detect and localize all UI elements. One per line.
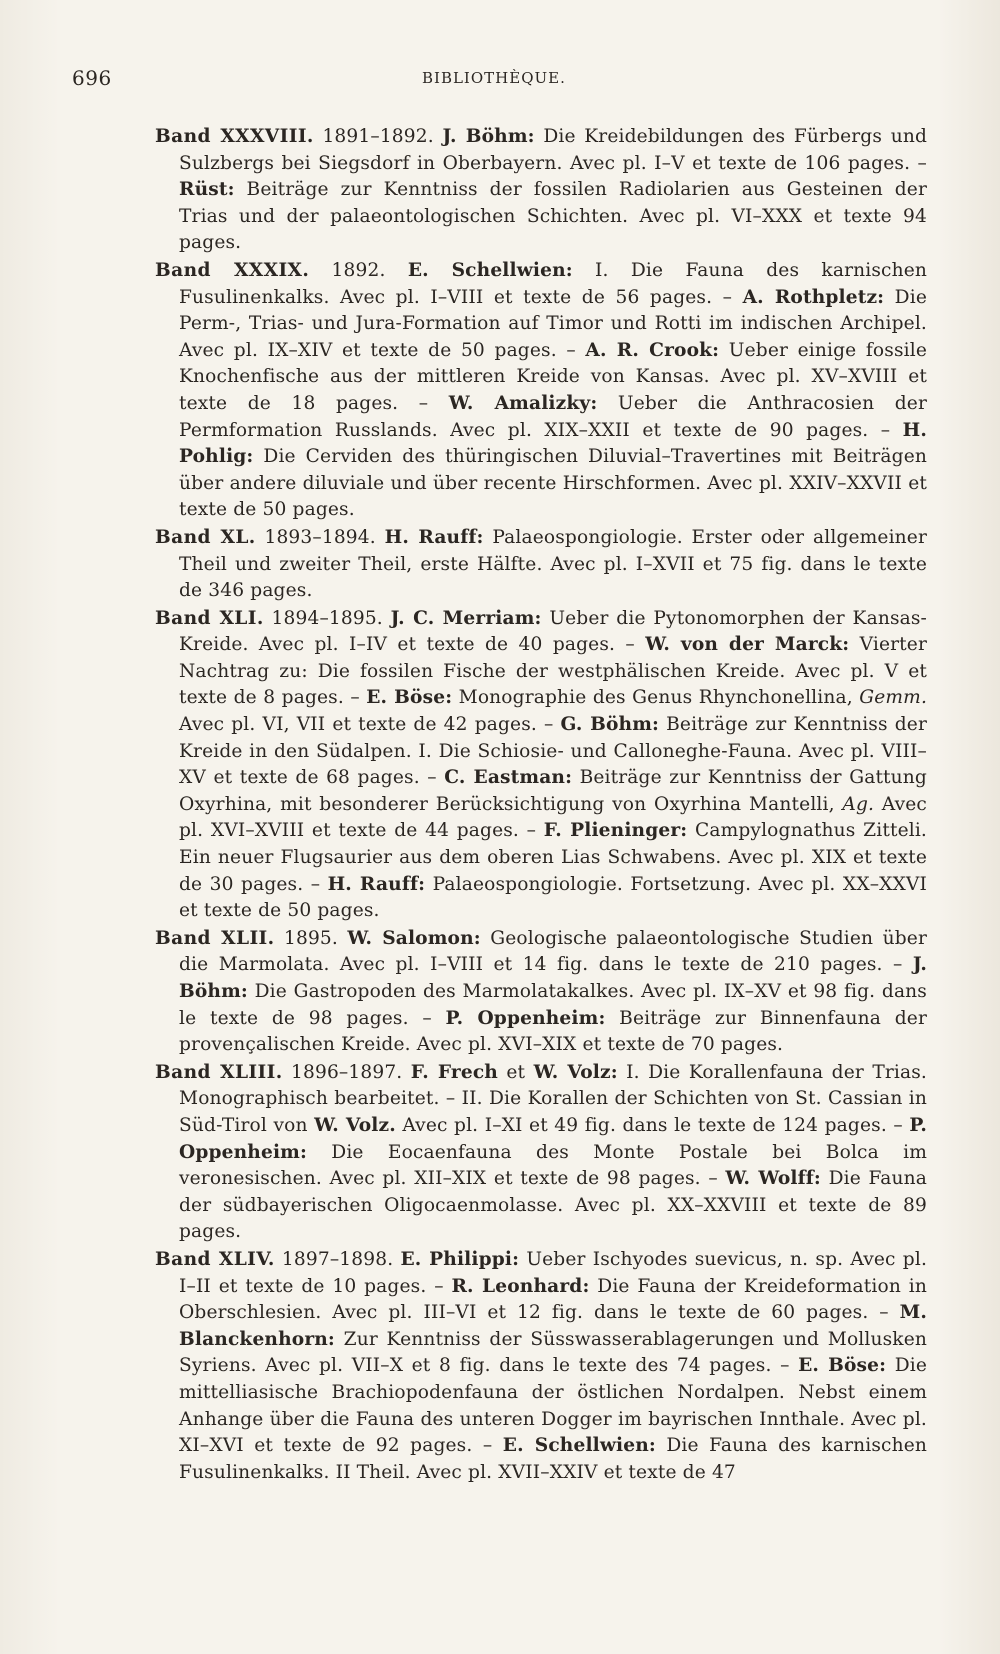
entry-text: Die Eocaenfauna des Monte Postale bei Bolca im veronesischen. Avec pl. XII–XIX et texte de 98 pages. – [179,1141,927,1190]
entry-text: Die mittelliasische Brachiopodenfauna der östlichen Nordalpen. Nebst einem Anhange über die Fauna des unteren Dogger im bayrischen Innthale. Avec pl. XI–XVI et texte de 92 pages. – [179,1355,927,1457]
entry-text: 1897–1898. [274,1248,401,1270]
band-entry [155,258,927,524]
author-name: W. von der Marck: [645,634,850,656]
band-volume-label: Band XL. [155,526,256,548]
entry-text: Die Fauna der südbayerischen Oligocaenmolasse. Avec pl. XX–XXVIII et texte de 89 pages. [179,1168,927,1243]
author-name: E. Böse: [798,1355,887,1377]
entry-text: I. Die Fauna des karnischen Fusulinenkalks. Avec pl. I–VIII et texte de 56 pages. – [179,259,927,308]
bibliography-list [155,124,927,1487]
entry-text: Geologische palaeontologische Studien über die Marmolata. Avec pl. I–VIII et 14 fig. dans le texte de 210 pages. – [179,927,927,976]
entry-text: 1892. [309,259,408,281]
entry-text: Vierter Nachtrag zu: Die fossilen Fische der westphälischen Kreide. Avec pl. V et texte de 8 pages. – [179,634,928,709]
author-name: M. Blanckenhorn: [179,1302,927,1350]
band-entry [155,1247,927,1486]
author-name: A. Rothpletz: [742,286,885,308]
author-name: A. R. Crook: [585,339,720,361]
entry-text: Die Fauna der Kreideformation in Oberschlesien. Avec pl. III–VI et 12 fig. dans le texte de 60 pages. – [179,1275,927,1324]
author-name: R. Leonhard: [451,1275,590,1297]
entry-text: I. Die Korallenfauna der Trias. Monographisch bearbeitet. – II. Die Korallen der Schichten von St. Cassian in Süd-Tirol von [179,1061,927,1136]
page-number: 696 [72,66,112,90]
entry-text: Avec pl. VI, VII et texte de 42 pages. – [179,714,561,736]
entry-text: Monographie des Genus Rhynchonellina, [452,687,860,709]
entry-text: Ueber Ischyodes suevicus, n. sp. Avec pl. I–II et texte de 10 pages. – [179,1248,927,1297]
entry-text: Ueber die Pytonomorphen der Kansas-Kreide. Avec pl. I–IV et texte de 40 pages. – [179,607,927,656]
author-name: E. Schellwien: [407,259,573,281]
author-name: H. Rauff: [384,526,484,548]
author-name: W. Volz. [314,1114,396,1136]
entry-text: 1895. [274,927,348,949]
author-name: C. Eastman: [444,767,573,789]
author-name: W. Salomon: [347,927,481,949]
author-name: F. Frech [410,1061,498,1083]
entry-text: Palaeospongiologie. Erster oder allgemeiner Theil und zweiter Theil, erste Hälfte. Avec pl. I–XVII et 75 fig. dans le texte de 346 pages. [179,526,927,602]
entry-text: Ueber einige fossile Knochenfische aus der mittleren Kreide von Kansas. Avec pl. XV–XVIII et texte de 18 pages. – [179,339,928,414]
author-name: H. Rauff: [327,873,426,895]
entry-text: Zur Kenntniss der Süsswasserablagerungen und Mollusken Syriens. Avec pl. VII–X et 8 fig. dans le texte des 74 pages. – [179,1328,927,1377]
entry-text: 1893–1894. [255,526,385,548]
author-name: W. Wolff: [725,1168,821,1190]
author-name: E. Böse: [366,687,453,709]
author-name: H. Pohlig: [179,419,927,468]
running-title: BIBLIOTHÈQUE. [422,69,566,87]
band-volume-label: Band XLIV. [155,1248,275,1270]
band-volume-label: Band XLIII. [155,1061,283,1083]
band-entry [155,926,927,1059]
running-header [72,66,940,96]
entry-text: Palaeospongiologie. Fortsetzung. Avec pl. XX–XXVI et texte de 50 pages. [179,873,927,922]
entry-text: 1891–1892. [313,126,443,147]
band-volume-label: Band XLII. [155,927,275,949]
entry-text: Beiträge zur Binnenfauna der provençalischen Kreide. Avec pl. XVI–XIX et texte de 70 pages. [179,1007,927,1056]
entry-text: Campylognathus Zitteli. Ein neuer Flugsaurier aus dem oberen Lias Schwabens. Avec pl. XIX et texte de 30 pages. – [179,820,927,895]
entry-text: Die Cerviden des thüringischen Diluvial–Travertines mit Beiträgen über andere diluviale und über recente Hirschformen. Avec pl. XXIV–XXVII et texte de 50 pages. [179,446,927,521]
entry-text: 1896–1897. [282,1061,411,1083]
author-name: E. Schellwien: [502,1435,656,1457]
entry-text: Die Gastropoden des Marmolatakalkes. Avec pl. IX–XV et 98 fig. dans le texte de 98 pages. – [179,981,927,1029]
entry-text: Avec pl. XVI–XVIII et texte de 44 pages. – [179,793,927,842]
band-entry [155,1060,927,1246]
entry-text: Beiträge zur Kenntniss der Kreide in den Südalpen. I. Die Schiosie- und Calloneghe-Fauna. Avec pl. VIII–XV et texte de 68 pages. – [179,714,927,789]
entry-text: Die Kreidebildungen des Fürbergs und Sulzbergs bei Siegsdorf in Oberbayern. Avec pl. I–V et texte de 106 pages. – [179,126,927,174]
entry-text: et [497,1061,534,1083]
entry-text: Beiträge zur Kenntniss der fossilen Radiolarien aus Gesteinen der Trias und der palaeontologischen Schichten. Avec pl. VI–XXX et texte 94 pages. [179,179,927,254]
author-name: P. Oppenheim: [445,1007,606,1029]
entry-text: Die Perm-, Trias- und Jura-Formation auf Timor und Rotti im indischen Archipel. Avec pl. IX–XIV et texte de 50 pages. – [179,286,927,361]
band-volume-label: Band XLI. [155,607,264,629]
entry-text: Beiträge zur Kenntniss der Gattung Oxyrhina, mit besonderer Berücksichtigung von Oxyrhina Mantelli, [179,767,927,815]
taxon-authority: Gemm. [859,687,927,709]
entry-text: 1894–1895. [263,607,391,629]
band-entry [155,606,927,925]
author-name: E. Philippi: [400,1248,520,1270]
entry-text: Ueber die Anthracosien der Permformation Russlands. Avec pl. XIX–XXII et texte de 90 pages. – [179,392,927,441]
author-name: W. Volz: [533,1061,618,1083]
author-name: F. Plieninger: [543,820,688,842]
band-entry [155,525,927,605]
taxon-authority: Ag. [842,793,875,815]
author-name: Rüst: [179,179,235,201]
author-name: J. Böhm: [179,954,927,1002]
author-name: J. Böhm: [442,126,535,147]
author-name: J. C. Merriam: [390,607,542,629]
band-entry [155,124,927,257]
entry-text: Avec pl. I–XI et 49 fig. dans le texte de 124 pages. – [395,1114,910,1136]
band-volume-label: Band XXXIX. [155,259,310,281]
author-name: G. Böhm: [560,714,660,736]
entry-text: Die Fauna des karnischen Fusulinenkalks. II Theil. Avec pl. XVII–XXIV et texte de 47 [179,1435,927,1483]
author-name: W. Amalizky: [448,392,598,414]
author-name: P. Oppenheim: [179,1114,927,1163]
band-volume-label: Band XXXVIII. [155,126,314,147]
